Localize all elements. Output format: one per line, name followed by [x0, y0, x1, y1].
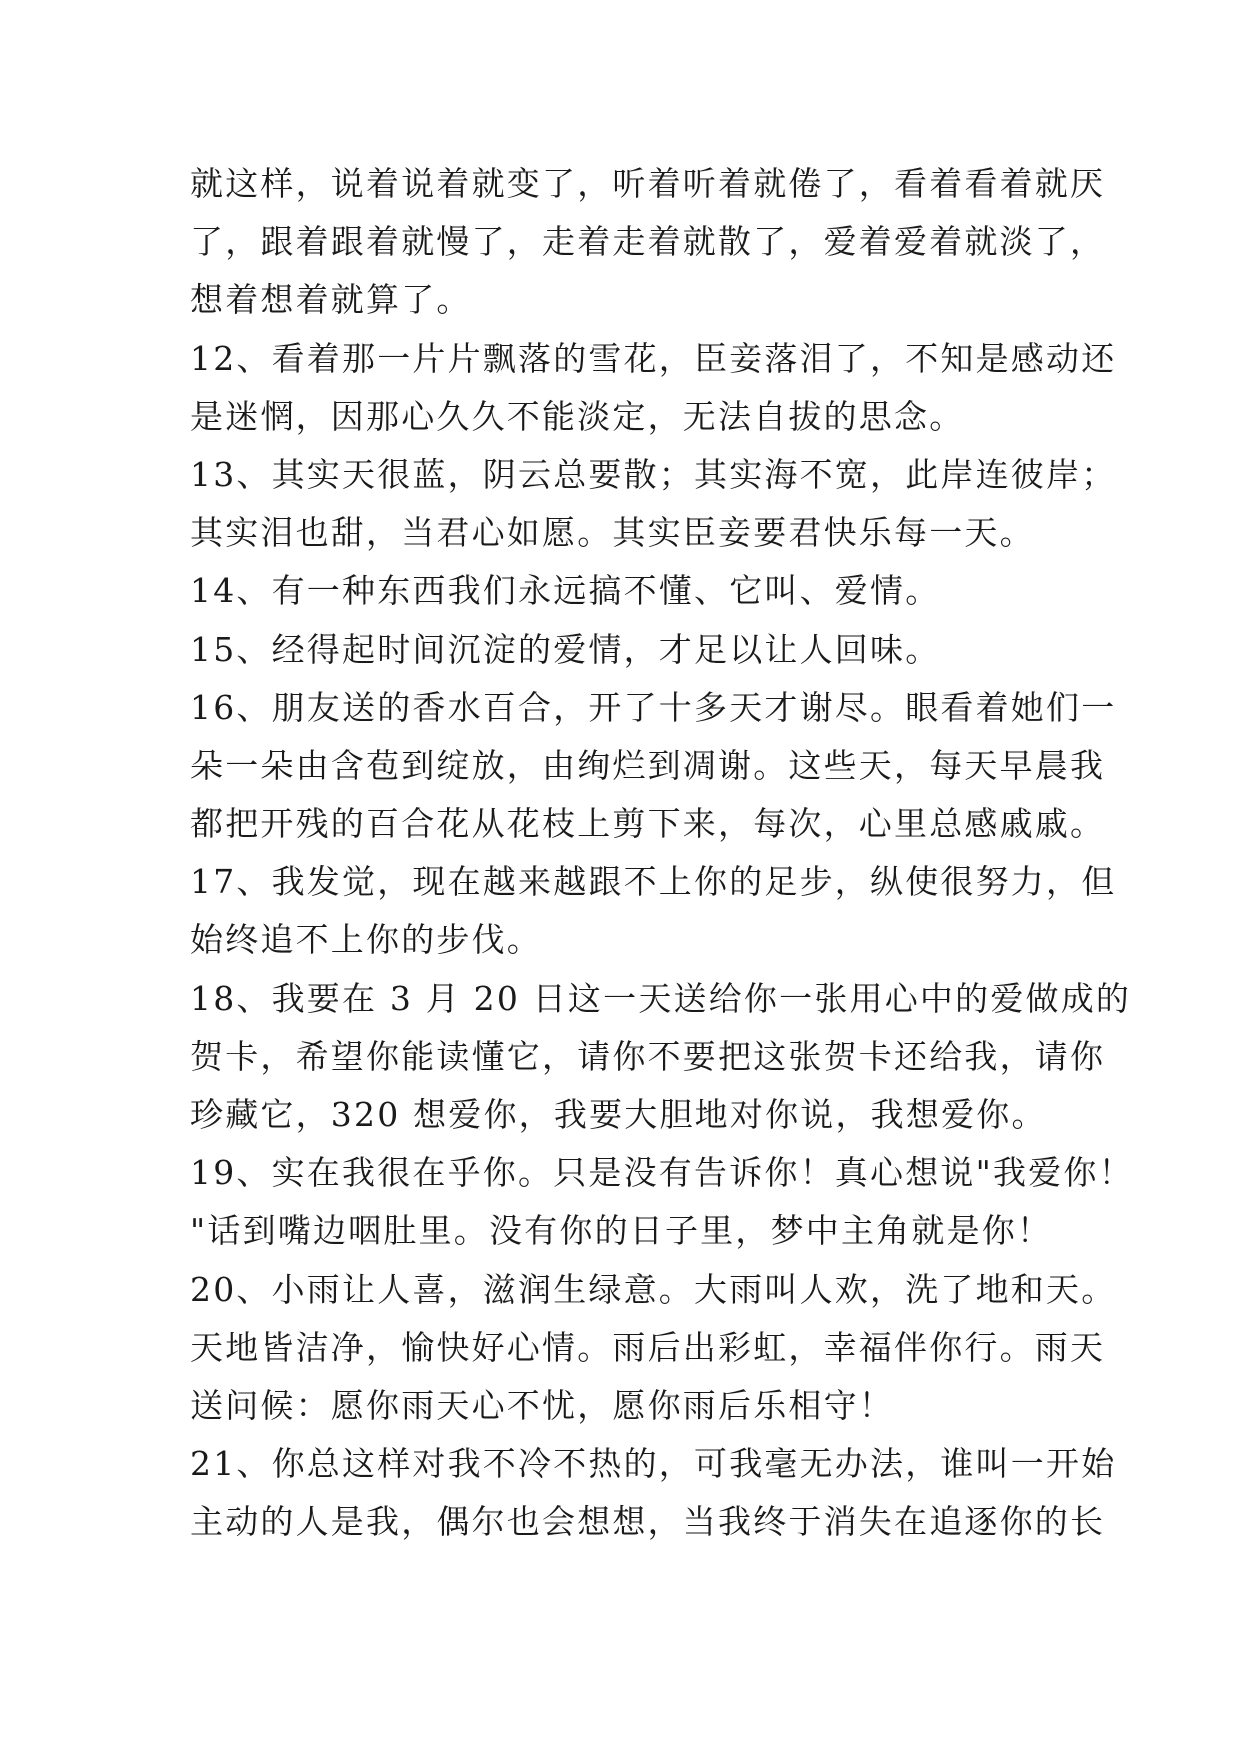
text-line: "话到嘴边咽肚里。没有你的日子里，梦中主角就是你！	[190, 1211, 1053, 1251]
text-line: 18、我要在 3 月 20 日这一天送给你一张用心中的爱做成的	[190, 978, 1132, 1018]
text-line: 天地皆洁净，愉快好心情。雨后出彩虹，幸福伴你行。雨天	[190, 1327, 1106, 1367]
text-line: 其实泪也甜，当君心如愿。其实臣妾要君快乐每一天。	[190, 513, 1035, 553]
text-line: 21、你总这样对我不冷不热的，可我毫无办法，谁叫一开始	[190, 1444, 1117, 1484]
text-line: 珍藏它，320 想爱你，我要大胆地对你说，我想爱你。	[190, 1095, 1047, 1134]
text-line: 主动的人是我，偶尔也会想想，当我终于消失在追逐你的长	[190, 1502, 1106, 1542]
text-line: 15、经得起时间沉淀的爱情，才足以让人回味。	[190, 629, 941, 669]
document-body	[190, 155, 1134, 1552]
text-line: 送问候：愿你雨天心不忧，愿你雨后乐相守！	[190, 1385, 894, 1425]
text-line: 想着想着就算了。	[190, 280, 472, 320]
text-line: 13、其实天很蓝，阴云总要散；其实海不宽，此岸连彼岸；	[190, 454, 1117, 494]
text-line: 17、我发觉，现在越来越跟不上你的足步，纵使很努力，但	[190, 862, 1117, 902]
text-line: 都把开残的百合花从花枝上剪下来，每次，心里总感戚戚。	[190, 804, 1106, 844]
text-line: 14、有一种东西我们永远搞不懂、它叫、爱情。	[190, 571, 941, 611]
text-line: 12、看着那一片片飘落的雪花，臣妾落泪了，不知是感动还	[190, 338, 1117, 378]
text-line: 贺卡，希望你能读懂它，请你不要把这张贺卡还给我，请你	[190, 1036, 1106, 1076]
text-line: 19、实在我很在乎你。只是没有告诉你！真心想说"我爱你！	[190, 1153, 1134, 1193]
text-line: 了，跟着跟着就慢了，走着走着就散了，爱着爱着就淡了，	[190, 222, 1106, 262]
text-line: 20、小雨让人喜，滋润生绿意。大雨叫人欢，洗了地和天。	[190, 1269, 1117, 1309]
text-line: 是迷惘，因那心久久不能淡定，无法自拔的思念。	[190, 396, 965, 436]
text-line: 朵一朵由含苞到绽放，由绚烂到凋谢。这些天，每天早晨我	[190, 745, 1106, 785]
text-line: 16、朋友送的香水百合，开了十多天才谢尽。眼看着她们一	[190, 687, 1117, 727]
text-line: 就这样，说着说着就变了，听着听着就倦了，看着看着就厌	[190, 164, 1106, 203]
text-line: 始终追不上你的步伐。	[190, 920, 542, 960]
